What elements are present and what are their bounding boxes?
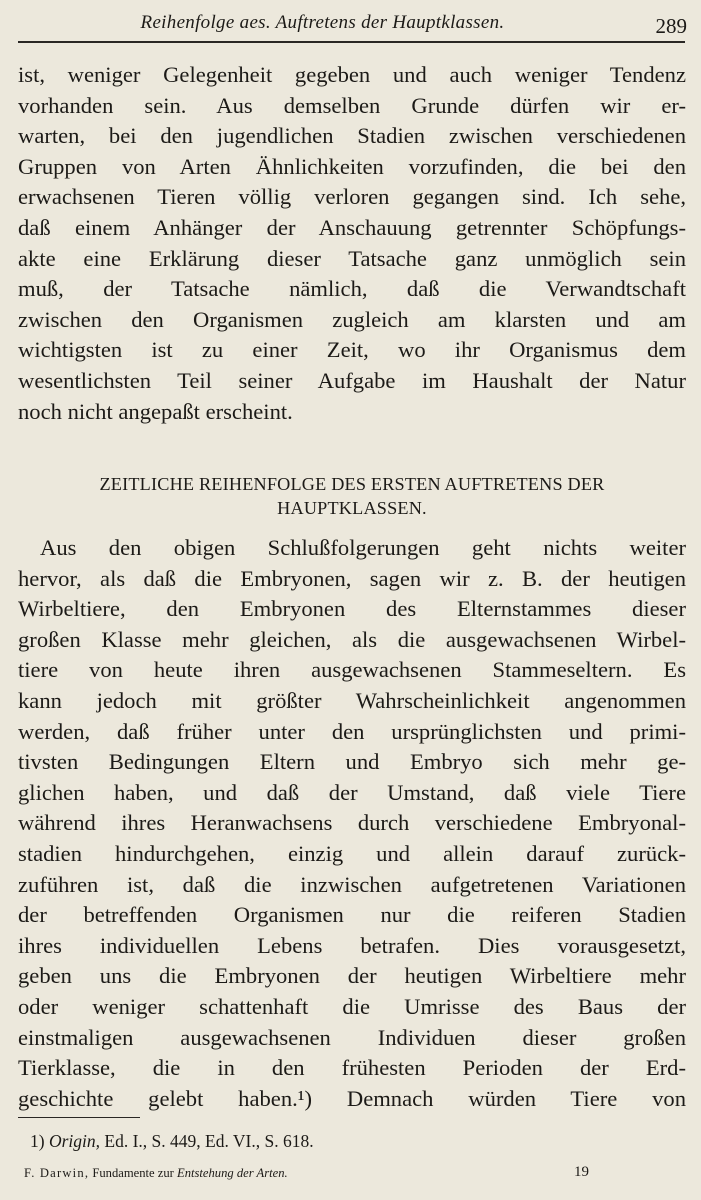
text-line: Wirbeltiere, den Embryonen des Elternstammes dieser (18, 596, 686, 622)
text-line: muß, der Tatsache nämlich, daß die Verwandtschaft (18, 276, 686, 302)
text-line: Tierklasse, die in den frühesten Perioden der Erd- (18, 1055, 686, 1081)
text-line: großen Klasse mehr gleichen, als die ausgewachsenen Wirbel- (18, 626, 686, 652)
text-line: oder weniger schattenhaft die Umrisse des Baus der (18, 993, 686, 1019)
text-line: wichtigsten ist zu einer Zeit, wo ihr Organismus dem (18, 337, 686, 363)
section-heading-line: ZEITLICHE REIHENFOLGE DES ERSTEN AUFTRETENS DER (99, 474, 605, 494)
paragraph (18, 533, 686, 1114)
section-heading (18, 472, 686, 520)
text-line: zwischen den Organismen zugleich am klarsten und am (18, 306, 686, 332)
running-head (18, 6, 687, 40)
text-line: Aus den obigen Schlußfolgerungen geht nichts weiter (40, 535, 686, 560)
text-line: tiere von heute ihren ausgewachsenen Stammeseltern. Es (18, 657, 686, 683)
text-line: einstmaligen ausgewachsenen Individuen dieser großen (18, 1024, 686, 1050)
text-line: kann jedoch mit größter Wahrscheinlichkeit angenommen (18, 687, 686, 713)
text-line: während ihres Heranwachsens durch verschiedene Embryonal- (18, 810, 686, 836)
running-title: Reihenfolge aes. Auftretens der Hauptklassen. (140, 12, 505, 33)
text-line: zuführen ist, daß die inzwischen aufgetretenen Variationen (18, 871, 686, 897)
footnote-rule (18, 1117, 140, 1118)
text-line: erwachsenen Tieren völlig verloren gegangen sind. Ich sehe, (18, 184, 686, 210)
text-line: warten, bei den jugendlichen Stadien zwischen verschiedenen (18, 123, 686, 149)
text-line: hervor, als daß die Embryonen, sagen wir z. B. der heutigen (18, 565, 686, 591)
text-line: ist, weniger Gelegenheit gegeben und auch weniger Tendenz (18, 62, 686, 87)
text-line: geschichte gelebt haben.¹) Demnach würden Tiere von (18, 1085, 686, 1111)
section-heading-line: HAUPTKLASSEN. (277, 498, 427, 518)
page-number: 289 (655, 14, 687, 38)
text-line: ihres individuellen Lebens betrafen. Dies vorausgesetzt, (18, 932, 686, 958)
header-rule (18, 41, 685, 43)
paragraph-continuation (18, 60, 686, 427)
text-line: Gruppen von Arten Ähnlichkeiten vorzufinden, die bei den (18, 153, 686, 179)
footnote (30, 1131, 314, 1152)
signature-prefix: Fundamente zur (92, 1166, 174, 1180)
text-line: wesentlichsten Teil seiner Aufgabe im Haushalt der Natur (18, 367, 686, 393)
text-line: noch nicht angepaßt erscheint. (18, 398, 293, 424)
signature-book-title: Entstehung der Arten. (177, 1166, 288, 1180)
text-line: werden, daß früher unter den ursprünglichsten und primi- (18, 718, 686, 744)
signature-author: F. Darwin, (24, 1166, 90, 1180)
footnote-marker: 1) (30, 1131, 45, 1151)
sheet-signature-number: 19 (574, 1164, 589, 1180)
text-line: glichen haben, und daß der Umstand, daß viele Tiere (18, 779, 686, 805)
text-line: der betreffenden Organismen nur die reiferen Stadien (18, 902, 686, 928)
footnote-work-title: Origin, (48, 1131, 101, 1151)
printer-signature (24, 1166, 624, 1181)
text-line: akte eine Erklärung dieser Tatsache ganz unmöglich sein (18, 245, 686, 271)
text-line: daß einem Anhänger der Anschauung getrennter Schöpfungs- (18, 214, 686, 240)
text-line: vorhanden sein. Aus demselben Grunde dürfen wir er- (18, 92, 686, 118)
footnote-reference: Ed. I., S. 449, Ed. VI., S. 618. (104, 1131, 314, 1151)
text-line: tivsten Bedingungen Eltern und Embryo sich mehr ge- (18, 749, 686, 775)
text-line: stadien hindurchgehen, einzig und allein darauf zurück- (18, 840, 686, 866)
text-line: geben uns die Embryonen der heutigen Wirbeltiere mehr (18, 963, 686, 989)
